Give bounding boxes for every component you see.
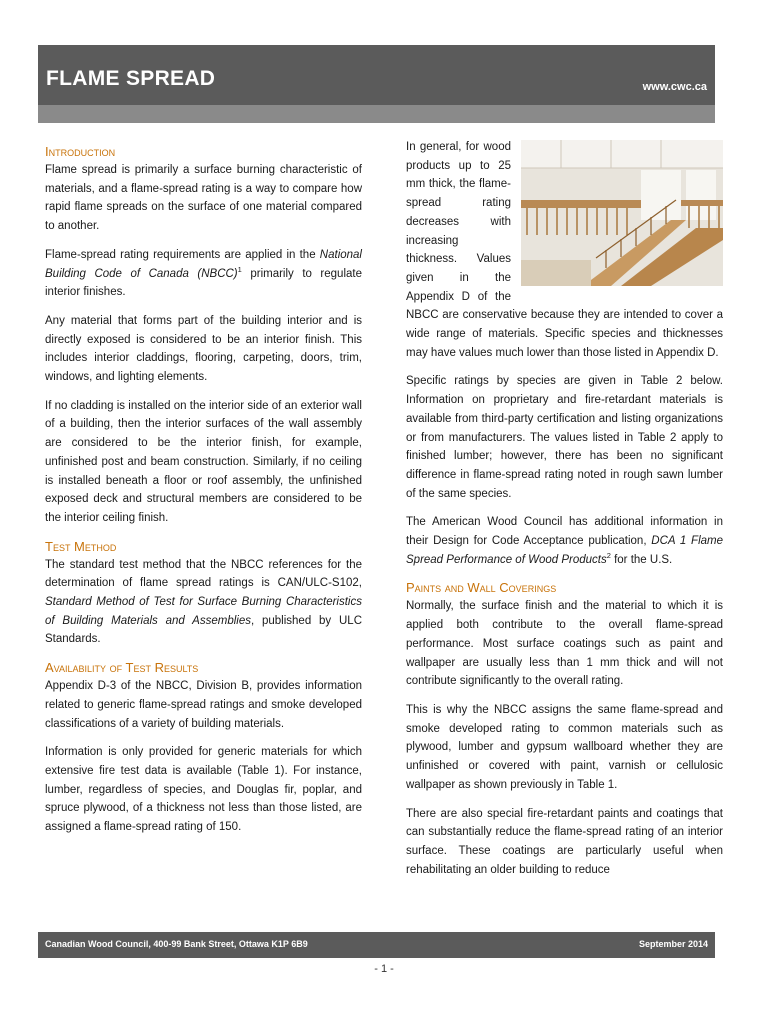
right-column	[406, 138, 723, 889]
paints-paragraph-2: This is why the NBCC assigns the same flame-spread and smoke developed rating to common materials such as plywood, lumber and gypsum wallboard whether they are unfinished or covered with paint, varnish or cellulosic wallpaper as shown previously in Table 1.	[406, 703, 723, 791]
paints-heading: Paints and Wall Coverings	[406, 580, 557, 596]
test-method-heading: Test Method	[45, 538, 117, 554]
intro-paragraph-2: Flame-spread rating requirements are applied in the National Building Code of Canada (NBCC)$^1$ primarily to regulate interior finishes.	[45, 248, 362, 299]
right-paragraph-3: The American Wood Council has additional information in their Design for Code Acceptance publication, DCA 1 Flame Spread Performance of Wood Products$^2$ for the U.S.	[406, 516, 724, 566]
intro-paragraph-1: Flame spread is primarily a surface burning characteristic of materials, and a flame-spread rating is a way to compare how rapid flame spreads on the surface of one material compared to another.	[45, 164, 362, 233]
footer-address: Canadian Wood Council, 400-99 Bank Street, Ottawa K1P 6B9	[45, 939, 308, 949]
right-paragraph-1: In general, for wood products up to 25 mm thick, the flame-spread rating decreases with increasing thickness. Values given in the Appendix D of the NBCC are conservative because they are intended to cover a wide range of materials. Specific species and thicknesses may have values much lower than those listed in Appendix D.	[406, 141, 723, 359]
page-title: FLAME SPREAD	[46, 67, 216, 90]
intro-paragraph-4: If no cladding is installed on the interior side of an exterior wall of a building, then the interior surfaces of the wall assembly are considered to be the interior finish, for example, unfinished post and beam construction. Similarly, if no ceiling is installed beneath a floor or roof assembly, the unfinished exposed deck and structural members are considered to be the interior ceiling finish.	[45, 399, 362, 524]
footnote-2: 2	[606, 550, 611, 560]
introduction-heading: Introduction	[45, 144, 116, 159]
left-column	[45, 143, 362, 847]
header-band	[38, 105, 715, 123]
page-footer	[38, 932, 715, 958]
intro-paragraph-3: Any material that forms part of the building interior and is directly exposed is considered to be an interior finish. This includes interior claddings, flooring, carpeting, doors, trim, windows, and lighting elements.	[45, 314, 362, 384]
website-link[interactable]: www.cwc.ca	[642, 81, 707, 93]
test-method-paragraph: The standard test method that the NBCC references for the determination of flame spread ratings is CAN/ULC-S102, Standard Method of Test for Surface Burning Characteristics of Building Materials and Assemblies, published by ULC Standards.	[45, 558, 363, 646]
paints-paragraph-3: There are also special fire-retardant paints and coatings that can substantially reduce the flame-spread rating of an interior surface. These coatings are particularly useful when rehabilitating an older building to reduce	[406, 807, 723, 876]
footer-date: September 2014	[638, 939, 708, 949]
right-paragraph-2: Specific ratings by species are given in Table 2 below. Information on proprietary and fire-retardant materials is available from third-party certification and listing organizations or from manufacturers. The values listed in Table 2 apply to finished lumber; however, there has been no significant difference in flame-spread rating noted in rough sawn lumber of the same species.	[406, 375, 723, 500]
availability-paragraph-1: Appendix D-3 of the NBCC, Division B, provides information related to generic flame-spread ratings and smoke developed classifications of a variety of building materials.	[45, 680, 362, 730]
interior-stair-photo	[521, 140, 723, 286]
footnote-1: 1	[237, 264, 242, 274]
availability-paragraph-2: Information is only provided for generic materials for which extensive fire test data is available (Table 1). For instance, lumber, regardless of species, and Douglas fir, poplar, and spruce plywood, of a thickness not less than those listed, are assigned a flame-spread rating of 150.	[45, 746, 362, 834]
availability-heading: Availability of Test Results	[45, 660, 199, 676]
page-header	[38, 45, 715, 105]
page-number: - 1 -	[374, 963, 394, 975]
paints-paragraph-1: Normally, the surface finish and the material to which it is applied both contribute to the overall flame-spread performance. Most surface coatings such as paint and wallpaper are usually less than 1 mm thick and will not contribute significantly to the overall rating.	[406, 600, 723, 688]
